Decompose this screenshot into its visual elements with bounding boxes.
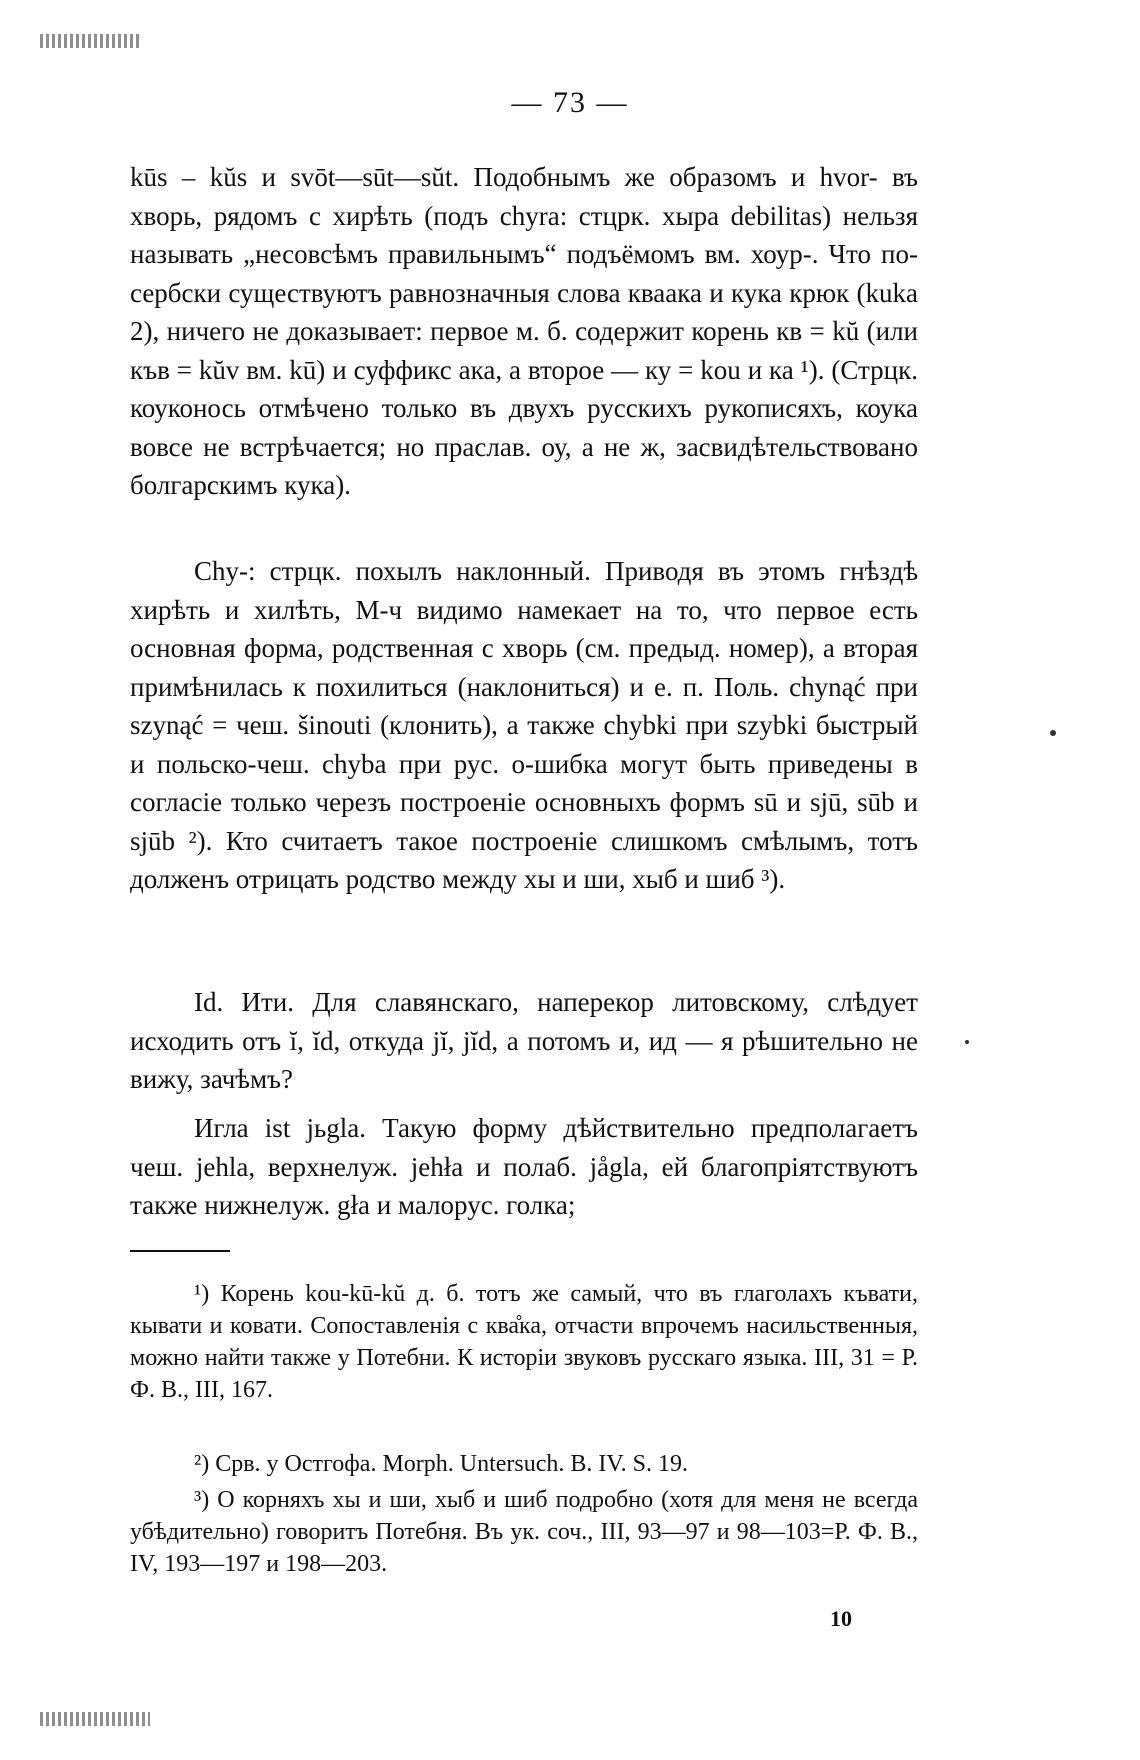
footnote-2 xyxy=(130,1448,918,1480)
footnote-separator xyxy=(130,1250,230,1252)
scan-speckle-bottom-left xyxy=(40,1712,150,1726)
sheet-signature: 10 xyxy=(830,1606,852,1631)
paragraph-chy xyxy=(130,552,918,899)
footnote-3 xyxy=(130,1484,918,1580)
paragraph-iti xyxy=(130,983,918,1099)
paragraph-text: Игла ist jьgla. Такую форму дѣйствительно предполагаетъ чеш. jehla, верхнелуж. jehła и полаб. jågla, ей благопріятствуютъ также нижнелуж. gła и малорус. голка; xyxy=(130,1113,918,1220)
scan-speckle-top-left xyxy=(40,34,140,48)
footnote-1 xyxy=(130,1278,918,1406)
paragraph-igla xyxy=(130,1109,918,1225)
paragraph-text: Chy-: стрцк. похылъ наклонный. Приводя въ этомъ гнѣздѣ хирѣть и хилѣть, М-ч видимо намекает на то, что первое есть основная форма, родственная с хворь (см. предыд. номер), а вторая примѣнилась к похилиться (наклониться) и е. п. Поль. chynąć при szynąć = чеш. šinouti (клонить), а также chybki при szybki быстрый и польско-чеш. chyba при рус. о-шибка могут быть приведены в согласіе только черезъ построеніе основныхъ формъ sū и sjū, sūb и sjūb ²). Кто считаетъ такое построеніе слишкомъ смѣлымъ, тотъ долженъ отрицать родство между хы и ши, хыб и шиб ³). xyxy=(130,556,918,894)
page-number: — 73 — xyxy=(511,86,629,119)
paragraph-kus xyxy=(130,158,918,505)
footnote-text: ²) Срв. у Остгофа. Morph. Untersuch. В. IV. S. 19. xyxy=(194,1451,689,1477)
scan-speck xyxy=(965,1040,969,1044)
footnote-text: ¹) Корень kou-kū-kŭ д. б. тотъ же самый, что въ глаголахъ къвати, кывати и ковати. Сопоставленія с ква̊ка, отчасти впрочемъ насильственныя, можно найти также у Потебни. К исторіи звуковъ русскаго языка. III, 31 = Р. Ф. В., III, 167. xyxy=(130,1281,918,1403)
footnote-text: ³) О корняхъ хы и ши, хыб и шиб подробно (хотя для меня не всегда убѣдительно) говоритъ Потебня. Въ ук. соч., III, 93—97 и 98—103=Р. Ф. В., IV, 193—197 и 198—203. xyxy=(130,1487,918,1577)
paragraph-text: Id. Ити. Для славянскаго, наперекор литовскому, слѣдует исходить отъ ĭ, ĭd, откуда jĭ, jĭd, а потомъ и, ид — я рѣшительно не вижу, зачѣмъ? xyxy=(130,987,918,1094)
paragraph-text: kūs – kŭs и svōt—sūt—sŭt. Подобнымъ же образомъ и hvor- въ хворь, рядомъ с хирѣть (подъ chyra: стцрк. хыра debilitas) нельзя называть „несовсѣмъ правильнымъ“ подъёмомъ вм. хоур-. Что по-сербски существуютъ равнозначныя слова кваака и кука крюк (kuka 2), ничего не доказывает: первое м. б. содержит корень кв = kŭ (или къв = kŭv вм. kū) и суффикс ака, а второе — ку = kou и ка ¹). (Стрцк. коуконось отмѣчено только въ двухъ русскихъ рукописяхъ, коука вовсе не встрѣчается; но праслав. оу, а не ж, засвидѣтельствовано болгарскимъ кука). xyxy=(130,162,918,500)
scan-speck xyxy=(1050,730,1056,736)
